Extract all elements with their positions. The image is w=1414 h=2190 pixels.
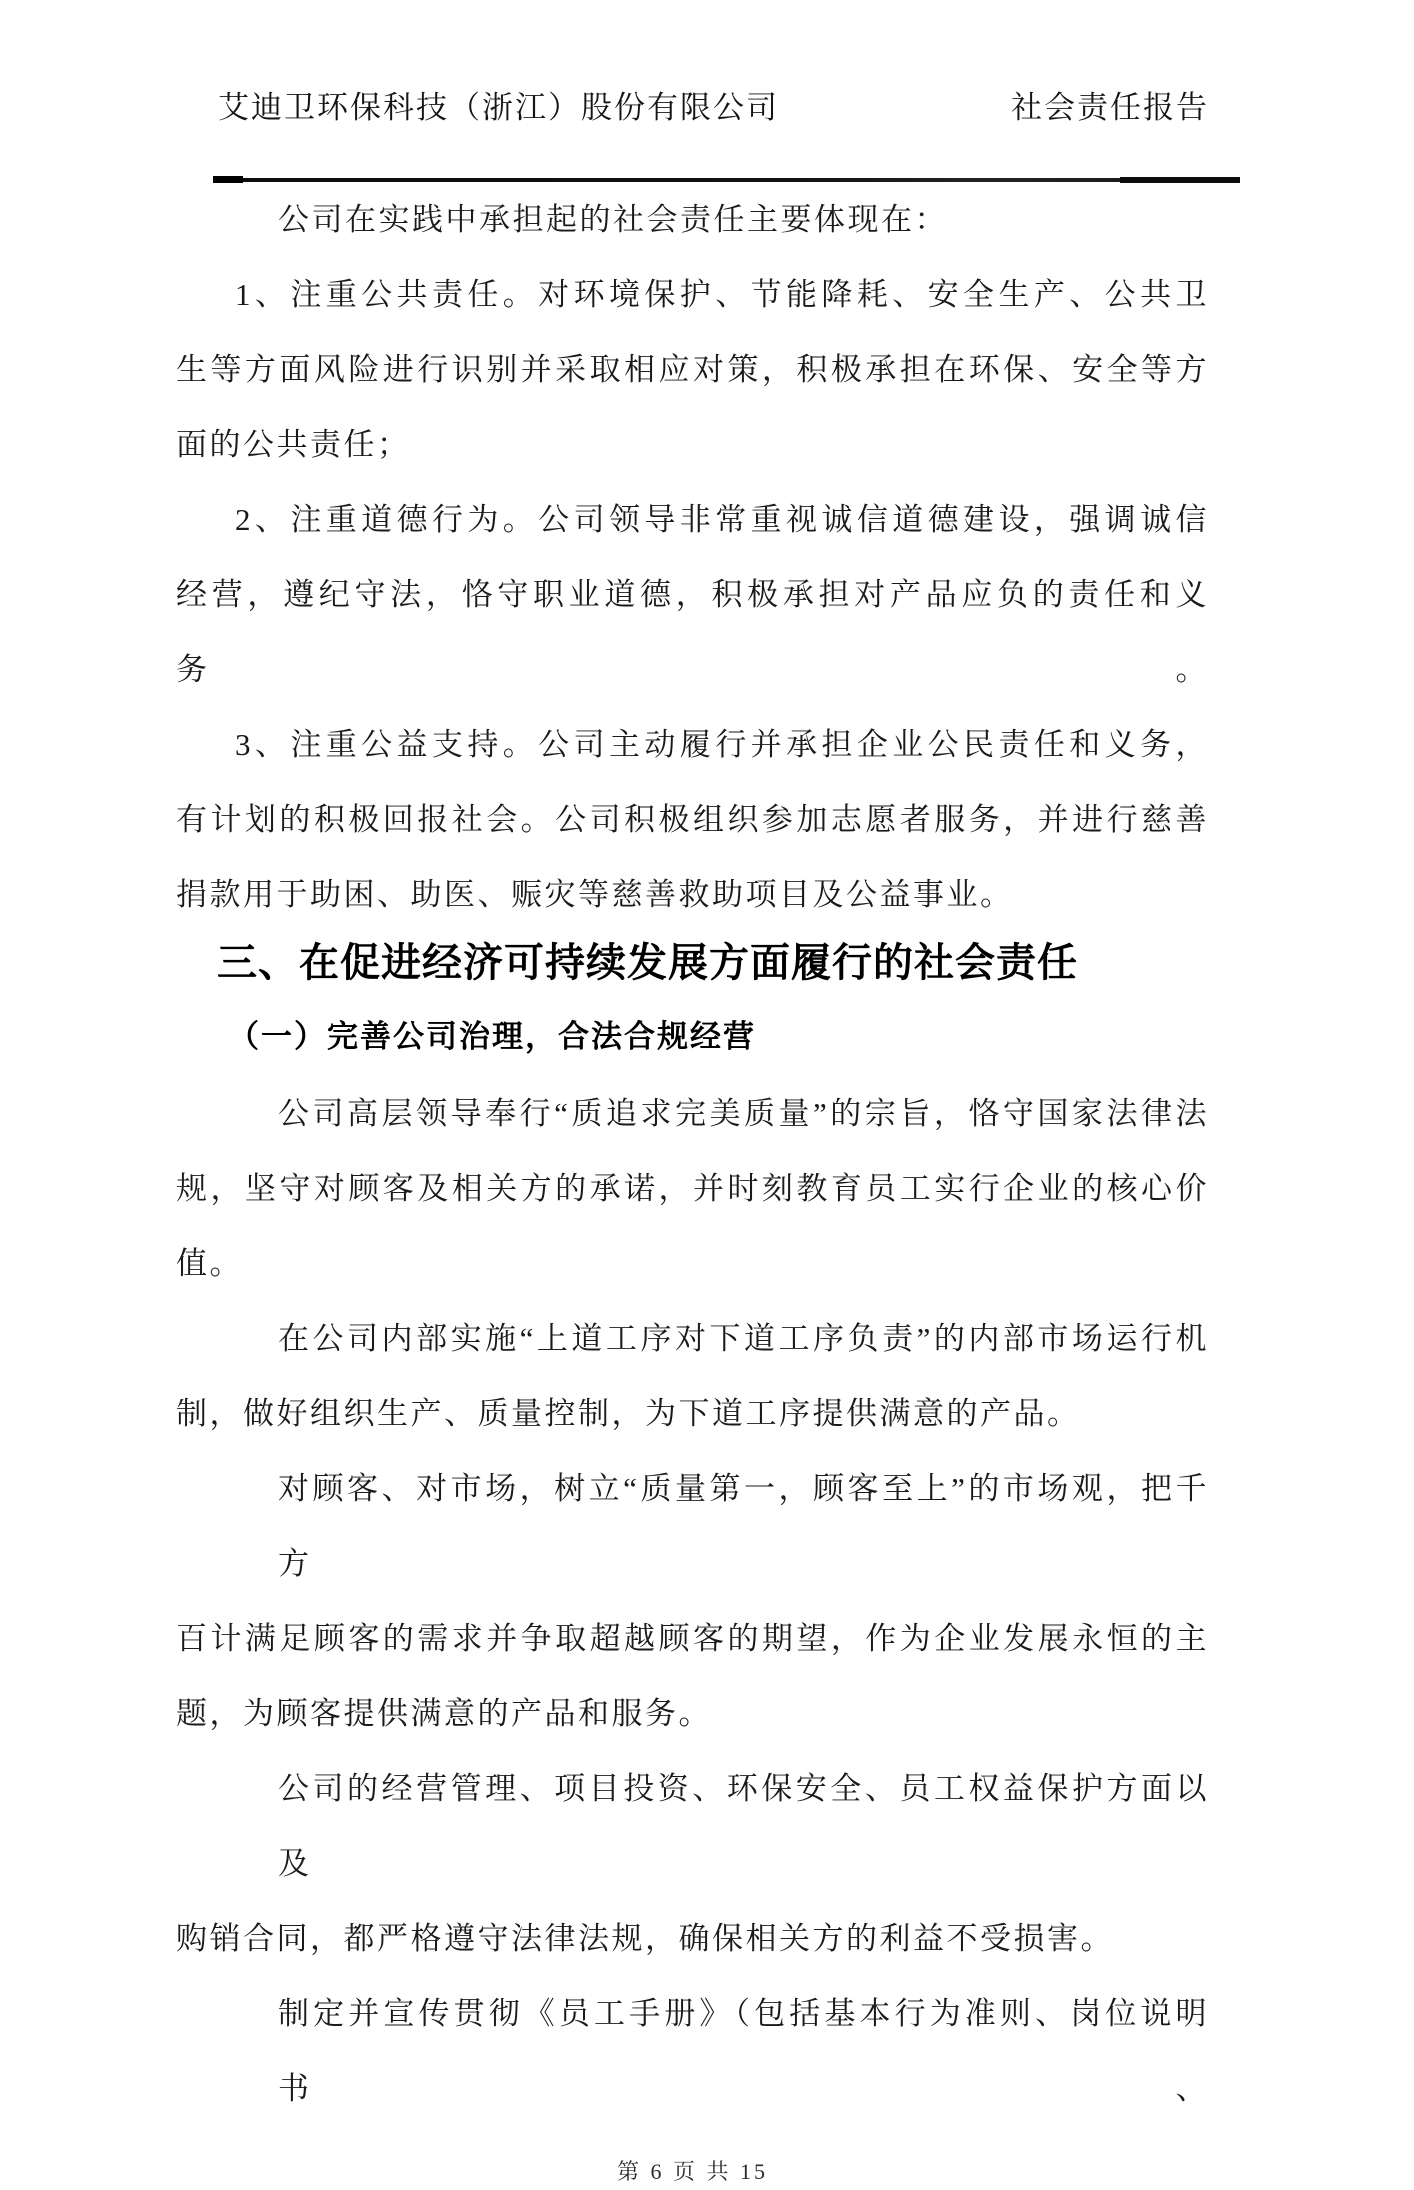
page-number-text: 第 6 页 共 15 (616, 2159, 768, 2184)
document-page (0, 88, 1414, 2184)
paragraph-5-line-1: 制定并宣传贯彻《员工手册》（包括基本行为准则、岗位说明书、 (278, 1996, 1209, 2106)
paragraph-4-line-1: 公司的经营管理、项目投资、环保安全、员工权益保护方面以及 (278, 1771, 1209, 1881)
paragraph-3-line-3: 题，为顾客提供满意的产品和服务。 (176, 1696, 712, 1731)
numbered-item-3-line-3: 捐款用于助困、助医、赈灾等慈善救助项目及公益事业。 (176, 877, 1014, 912)
page-content-area (0, 88, 1414, 2190)
numbered-item-2-line-2: 经营，遵纪守法，恪守职业道德，积极承担对产品应负的责任和义务。 (176, 577, 1209, 687)
report-title-text: 社会责任报告 (1011, 90, 1209, 125)
header-rule (213, 178, 1240, 182)
paragraph-1-line-2: 规，坚守对顾客及相关方的承诺，并时刻教育员工实行企业的核心价 (176, 1171, 1209, 1206)
subsection-heading: （一）完善公司治理，合法合规经营 (228, 1019, 756, 1054)
page-footer (176, 2154, 1209, 2190)
paragraph-1-line-1: 公司高层领导奉行“质追求完美质量”的宗旨，恪守国家法律法 (278, 1096, 1209, 1131)
paragraph-3-line-2: 百计满足顾客的需求并争取超越顾客的期望，作为企业发展永恒的主 (176, 1621, 1209, 1656)
paragraph-1-line-3: 值。 (176, 1246, 243, 1281)
paragraph-3-line-1: 对顾客、对市场，树立“质量第一，顾客至上”的市场观，把千方 (278, 1471, 1209, 1581)
numbered-item-3-line-2: 有计划的积极回报社会。公司积极组织参加志愿者服务，并进行慈善 (176, 802, 1209, 837)
numbered-item-1-line-2: 生等方面风险进行识别并采取相应对策，积极承担在环保、安全等方 (176, 352, 1209, 387)
section-heading: 三、在促进经济可持续发展方面履行的社会责任 (217, 940, 1078, 985)
paragraph-4-line-2: 购销合同，都严格遵守法律法规，确保相关方的利益不受损害。 (176, 1921, 1114, 1956)
document-body (176, 182, 1209, 2126)
numbered-item-2-line-1: 2、注重道德行为。公司领导非常重视诚信道德建设，强调诚信 (235, 502, 1209, 537)
intro-line: 公司在实践中承担起的社会责任主要体现在： (278, 202, 948, 237)
numbered-item-1-line-1: 1、注重公共责任。对环境保护、节能降耗、安全生产、公共卫 (235, 277, 1209, 312)
page-header (176, 88, 1209, 128)
company-name-text: 艾迪卫环保科技（浙江）股份有限公司 (218, 90, 779, 125)
paragraph-2-line-1: 在公司内部实施“上道工序对下道工序负责”的内部市场运行机 (278, 1321, 1209, 1356)
numbered-item-3-line-1: 3、注重公益支持。公司主动履行并承担企业公民责任和义务， (235, 727, 1209, 762)
paragraph-2-line-2: 制，做好组织生产、质量控制，为下道工序提供满意的产品。 (176, 1396, 1081, 1431)
numbered-item-1-line-3: 面的公共责任； (176, 427, 411, 462)
